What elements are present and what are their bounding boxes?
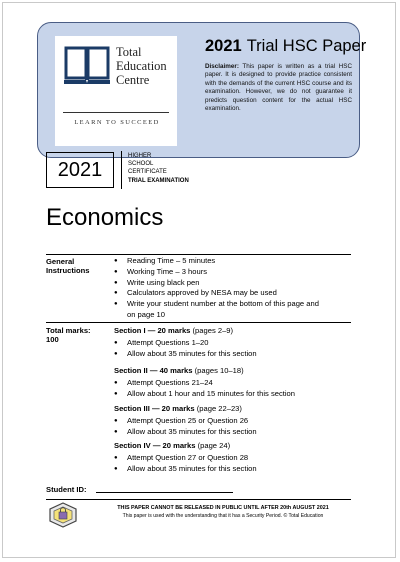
logo-line-3: Centre (116, 73, 150, 87)
section-pages: (page 22–23) (196, 404, 242, 413)
release-notice: THIS PAPER CANNOT BE RELEASED IN PUBLIC UNTIL AFTER 20th AUGUST 2021 (117, 505, 329, 511)
list-item (114, 299, 319, 321)
section-title: Section III — 20 marks (114, 404, 195, 413)
section-heading (114, 326, 233, 335)
divider (46, 254, 351, 255)
logo (55, 36, 177, 146)
disclaimer (205, 63, 352, 113)
banner-title (205, 37, 366, 56)
hsc-line: CERTIFICATE (128, 169, 167, 176)
list-item: ● Allow about 1 hour and 15 minutes for this section (114, 389, 295, 400)
section-title: Section II — 40 marks (114, 366, 193, 375)
divider (46, 499, 351, 500)
disclaimer-label: Disclaimer: (205, 63, 239, 70)
open-book-icon (63, 46, 111, 92)
banner-year: 2021 (205, 37, 242, 55)
list-item-continuation: on page 10 (127, 309, 166, 319)
security-notice: This paper is used with the understanding that it has a Security Period. © Total Education (122, 513, 324, 519)
general-label (46, 257, 89, 276)
logo-tagline: LEARN TO SUCCEED (74, 119, 160, 126)
general-label-line: Instructions (46, 266, 90, 276)
section-pages: (page 24) (197, 441, 231, 450)
logo-line-2: Education (116, 59, 167, 73)
list-item: ● Attempt Question 27 or Question 28 (114, 453, 257, 464)
subject-title: Economics (46, 204, 164, 231)
general-instructions (114, 256, 319, 321)
list-item: ● Calculators approved by NESA may be used (114, 288, 319, 299)
list-item: ● Attempt Questions 21–24 (114, 378, 295, 389)
list-item: ● Attempt Question 25 or Question 26 (114, 416, 257, 427)
section-bullets (114, 338, 257, 360)
section-pages: (pages 10–18) (194, 366, 244, 375)
section-bullets (114, 416, 257, 438)
section-heading (114, 441, 230, 450)
list-item: ● Write using black pen (114, 278, 319, 289)
section-heading (114, 366, 244, 375)
list-item: ● Working Time – 3 hours (114, 267, 319, 278)
section-heading (114, 404, 242, 413)
general-label-line: General (46, 257, 75, 266)
hsc-line: HIGHER (128, 153, 152, 159)
list-item: ● Allow about 35 minutes for this section (114, 349, 257, 360)
list-item: ● Allow about 35 minutes for this section (114, 464, 257, 475)
student-id-field[interactable] (96, 492, 233, 493)
section-pages: (pages 2–9) (192, 326, 234, 335)
list-item: ● Allow about 35 minutes for this section (114, 427, 257, 438)
security-seal-icon (48, 502, 78, 528)
section-bullets (114, 378, 295, 400)
total-marks-value: 100 (46, 335, 59, 345)
logo-line-1: Total (116, 45, 142, 59)
list-item-text: Write your student number at the bottom of this page and (127, 299, 319, 309)
section-title: Section IV — 20 marks (114, 441, 196, 450)
disclaimer-text: This paper is written as a trial HSC paper. It is designed to provide practice consistent with the demands of the current HSC course and its examination. However, we do not guarantee it predicts question content for the actual HSC examination. (205, 63, 353, 113)
hsc-line: SCHOOL (128, 161, 154, 168)
logo-divider (63, 112, 169, 113)
banner-title-text: Trial HSC Paper (246, 37, 367, 55)
list-item: ● Attempt Questions 1–20 (114, 338, 257, 349)
section-bullets (114, 453, 257, 475)
year-box: 2021 (46, 152, 114, 188)
list-item: ● Reading Time – 5 minutes (114, 256, 319, 267)
student-id-label: Student ID: (46, 485, 87, 494)
section-title: Section I — 20 marks (114, 326, 191, 335)
hsc-line: TRIAL EXAMINATION (128, 177, 189, 184)
hsc-divider (121, 151, 122, 189)
total-marks-label (46, 326, 91, 345)
divider (46, 322, 351, 323)
hsc-title (128, 152, 189, 185)
total-marks-label-line: Total marks: (46, 326, 91, 335)
